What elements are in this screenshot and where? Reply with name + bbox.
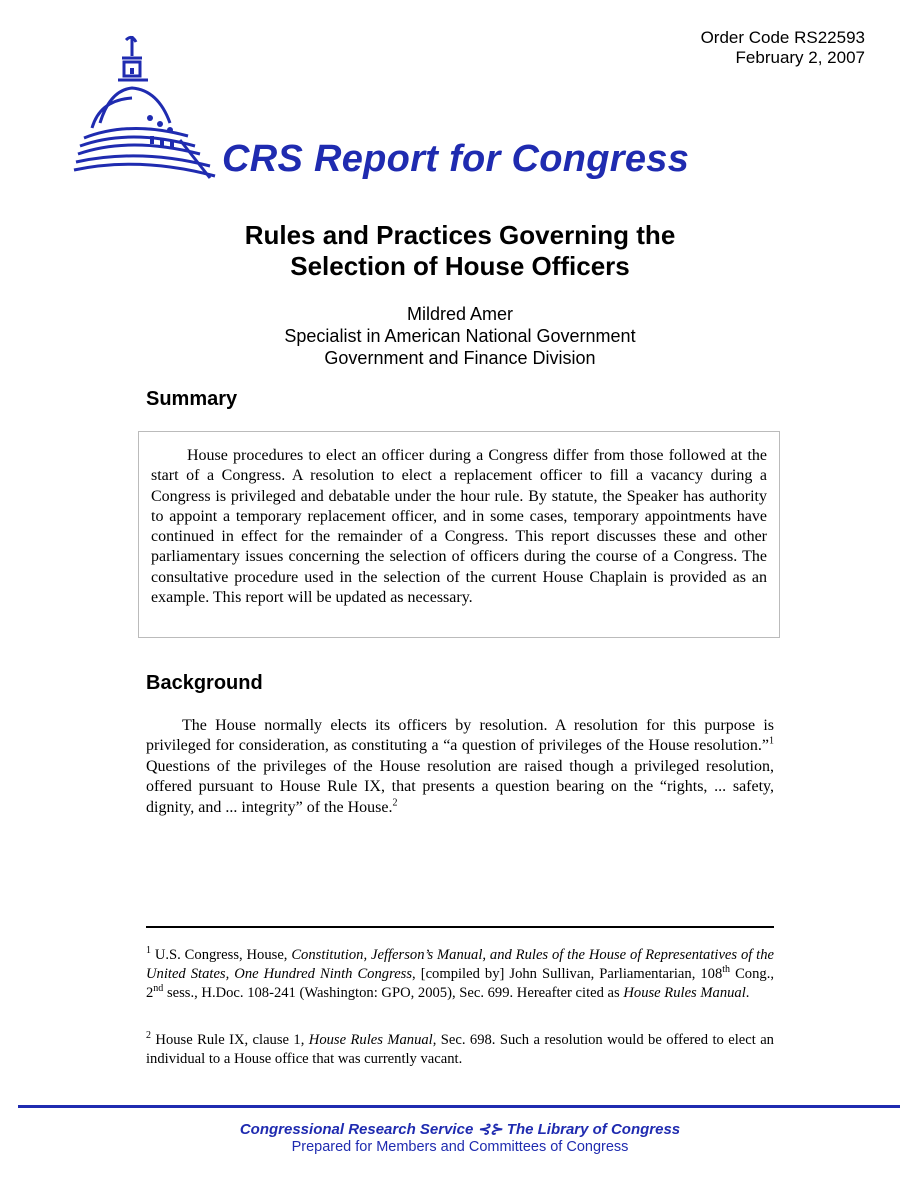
footnote-1 — [146, 946, 774, 1003]
author-position: Specialist in American National Government — [284, 326, 636, 346]
footnote-1-ordinal: nd — [153, 983, 164, 995]
report-title-line2: Selection of House Officers — [290, 251, 630, 281]
order-code-block — [701, 28, 865, 68]
footnote-2 — [146, 1031, 774, 1069]
footnote-1-text: Cong., 2 — [146, 966, 774, 1001]
background-paragraph — [146, 716, 774, 818]
footnote-ref-2[interactable]: 2 — [392, 797, 398, 809]
footnote-1-source-title: Constitution, Jefferson’s Manual, and Rules of the House of Representatives of the United States, One Hundred Ninth Congress — [146, 947, 774, 982]
footer-loc: The Library of Congress — [506, 1121, 681, 1138]
summary-text: House procedures to elect an officer during a Congress differ from those followed at the start of a Congress. A resolution to elect a replacement officer to fill a vacancy during a Congress is privileged and debatable under the hour rule. By statute, the Speaker has authority to appoint a temporary replacement officer, and in some cases, temporary appointments have continued in effect for the remainder of a Congress. This report discusses these and other parliamentary issues concerning the selection of officers during the course of a Congress. The consultative procedure used in the selection of the current House Chaplain is provided as an example. This report will be updated as necessary. — [151, 447, 767, 607]
crs-report-brand: CRS Report for Congress — [222, 138, 690, 180]
report-title-line1: Rules and Practices Governing the — [244, 220, 676, 250]
footnote-2-text: , Sec. 698. Such a resolution would be offered to elect an individual to a House office that was currently vacant. — [146, 1032, 774, 1067]
author-division: Government and Finance Division — [324, 348, 596, 368]
capitol-dome-logo — [70, 28, 220, 188]
footnote-2-number: 2 — [146, 1030, 151, 1042]
author-name: Mildred Amer — [406, 304, 514, 324]
footnote-ref-1[interactable]: 1 — [769, 736, 774, 748]
footnote-1-text: sess., H.Doc. 108-241 (Washington: GPO, 2005), Sec. 699. Hereafter cited as — [163, 985, 624, 1001]
footer-rule — [18, 1105, 900, 1108]
author-block — [0, 303, 920, 369]
background-text-part1: The House normally elects its officers by resolution. A resolution for this purpose is privileged for consideration, as constituting a “a question of privileges of the House resolution.” — [146, 717, 774, 755]
ornament-icon: ⊰⊱ — [477, 1121, 503, 1138]
background-text-part2: Questions of the privileges of the House resolution are raised though a privileged resolution, offered pursuant to House Rule IX, that presents a question bearing on the “rights, ... safety, dignity, and ... integrity” of the House. — [146, 757, 774, 816]
footnote-divider — [146, 926, 774, 928]
report-date: February 2, 2007 — [735, 48, 865, 67]
background-heading: Background — [146, 672, 263, 694]
summary-heading: Summary — [146, 388, 238, 410]
footer-line1 — [0, 1120, 920, 1138]
order-code: Order Code RS22593 — [700, 28, 865, 47]
footnote-2-manual-title: House Rules Manual — [308, 1032, 433, 1048]
summary-box — [138, 431, 780, 638]
footnote-1-text: U.S. Congress, House, — [151, 947, 292, 963]
footnote-1-manual-title: House Rules Manual — [623, 985, 746, 1001]
footnote-1-text: . — [745, 985, 750, 1001]
footnote-2-text: House Rule IX, clause 1, — [151, 1032, 309, 1048]
footnote-1-text: , [compiled by] John Sullivan, Parliamentarian, 108 — [412, 966, 723, 982]
footer-crs: Congressional Research Service — [239, 1121, 474, 1138]
report-title — [0, 220, 920, 282]
footnote-1-ordinal: th — [722, 964, 731, 976]
footer-line2: Prepared for Members and Committees of Congress — [291, 1139, 629, 1155]
footnote-1-number: 1 — [146, 945, 151, 957]
